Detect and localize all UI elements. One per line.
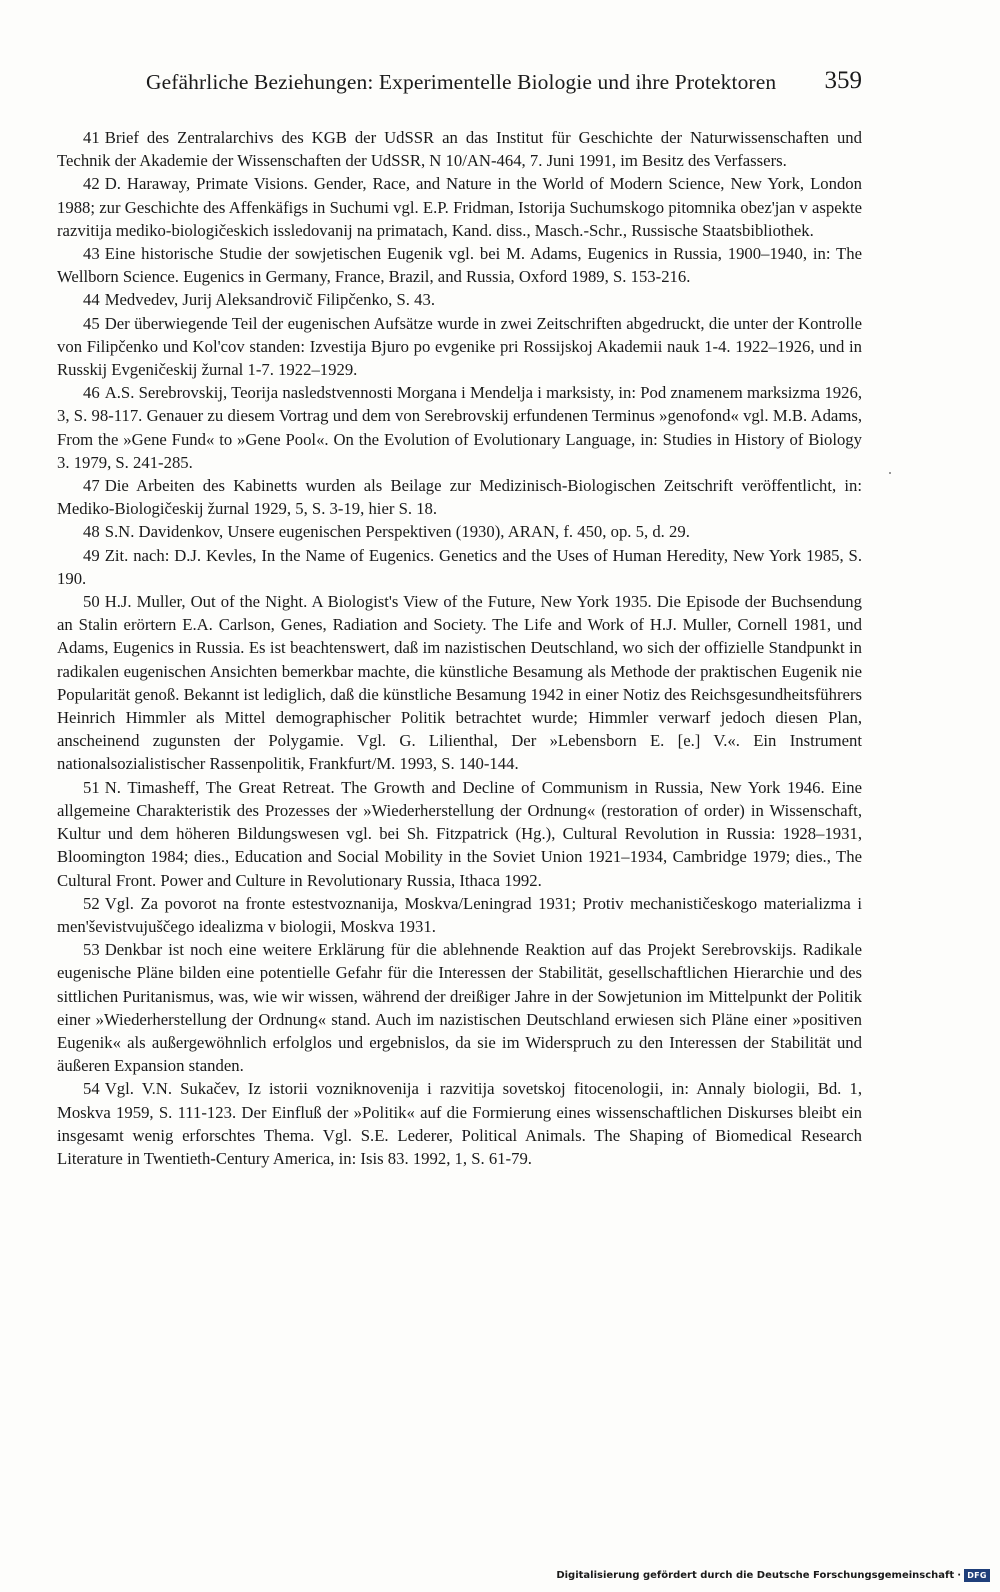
endnote-number: 46 [83,383,100,403]
endnote-41 [57,126,862,172]
footer-separator: · [957,1569,961,1581]
endnote-number: 53 [83,940,100,960]
endnote-number: 51 [83,777,100,797]
endnote-43 [57,242,862,288]
endnote-number: 42 [83,174,100,194]
endnote-number: 43 [83,244,100,264]
endnote-text: H.J. Muller, Out of the Night. A Biologist's View of the Future, New York 1935. Die Episode der Buchsendung an Stalin erörtern E.A. Carlson, Genes, Radiation and Society. The Life and Work of H.J. Muller, Cornell 1981, und Adams, Eugenics in Russia. Es ist beachtenswert, daß im nazistischen Deutschland, wo sich der offizielle Standpunkt in radikalen eugenischen Ansichten bemerkbar machte, die künstliche Besamung als Methode der praktischen Eugenik nie Popularität genoß. Bekannt ist lediglich, daß die künstliche Besamung 1942 in einer Notiz des Reichsgesundheitsführers Heinrich Himmler als Mittel demographischer Politik betrachtet wurde; Himmler verwarf jedoch diesen Plan, anscheinend zugunsten der Polygamie. Vgl. G. Lilienthal, Der »Lebensborn E. [e.] V.«. Ein Instrument nationalsozialistischer Rassenpolitik, Frankfurt/M. 1993, S. 140-144. [57,592,862,774]
endnote-47 [57,474,862,520]
endnote-45 [57,312,862,382]
endnote-46 [57,381,862,474]
scan-speck [889,472,891,474]
endnote-42 [57,172,862,242]
endnote-text: Vgl. V.N. Sukačev, Iz istorii vozniknovenija i razvitija sovetskoj fitocenologii, in: Annaly biologii, Bd. 1, Moskva 1959, S. 111-123. Der Einfluß der »Politik« auf die Formierung eines wissenschaftlichen Diskurses bleibt ein insgesamt wenig erforschtes Thema. Vgl. S.E. Lederer, Political Animals. The Shaping of Biomedical Research Literature in Twentieth-Century America, in: Isis 83. 1992, 1, S. 61-79. [57,1079,862,1168]
digitization-credit: Digitalisierung gefördert durch die Deutsche Forschungsgemeinschaft [556,1569,955,1581]
endnote-text: Vgl. Za povorot na fronte estestvoznanija, Moskva/Leningrad 1931; Protiv mechanističeskogo materializma i men'ševistvujuščego idealizma v biologii, Moskva 1931. [57,893,862,936]
endnote-number: 48 [83,522,100,542]
endnote-52 [57,892,862,938]
endnotes-block [57,126,862,1170]
running-title: Gefährliche Beziehungen: Experimentelle Biologie und ihre Protektoren [146,70,777,94]
endnote-number: 52 [83,893,100,913]
endnote-49 [57,544,862,590]
endnote-text: Eine historische Studie der sowjetischen Eugenik vgl. bei M. Adams, Eugenics in Russia, 1900–1940, in: The Wellborn Science. Eugenics in Germany, France, Brazil, and Russia, Oxford 1989, S. 153-216. [57,244,862,287]
endnote-text: Die Arbeiten des Kabinetts wurden als Beilage zur Medizinisch-Biologischen Zeitschrift veröffentlicht, in: Mediko-Biologičeskij žurnal 1929, 5, S. 3-19, hier S. 18. [57,476,862,519]
endnote-number: 54 [83,1079,100,1099]
endnote-48 [57,520,862,543]
endnote-number: 41 [83,128,100,147]
endnote-text: S.N. Davidenkov, Unsere eugenischen Perspektiven (1930), ARAN, f. 450, op. 5, d. 29. [104,522,690,542]
endnote-number: 47 [83,476,100,496]
endnote-number: 44 [83,290,100,310]
endnote-text: Zit. nach: D.J. Kevles, In the Name of Eugenics. Genetics and the Uses of Human Heredity, New York 1985, S. 190. [57,545,862,588]
endnote-text: D. Haraway, Primate Visions. Gender, Race, and Nature in the World of Modern Science, New York, London 1988; zur Geschichte des Affenkäfigs in Suchumi vgl. E.P. Fridman, Istorija Suchumskogo pitomnika obez'jan v aspekte razvitija mediko-biologičeskich issledovanij na primatach, Kand. diss., Masch.-Schr., Russische Staatsbibliothek. [57,174,862,240]
endnote-text: N. Timasheff, The Great Retreat. The Growth and Decline of Communism in Russia, New York 1946. Eine allgemeine Charakteristik des Prozesses der »Wiederherstellung der Ordnung« (restoration of order) in Wissenschaft, Kultur und dem höheren Bildungswesen vgl. bei Sh. Fitzpatrick (Hg.), Cultural Revolution in Russia: 1928–1931, Bloomington 1984; dies., Education and Social Mobility in the Soviet Union 1921–1934, Cambridge 1979; dies., The Cultural Front. Power and Culture in Revolutionary Russia, Ithaca 1992. [57,777,862,890]
endnote-text: Brief des Zentralarchivs des KGB der UdSSR an das Institut für Geschichte der Naturwissenschaften und Technik der Akademie der Wissenschaften der UdSSR, N 10/AN-464, 7. Juni 1991, im Besitz des Verfassers. [57,128,862,171]
running-head [146,67,862,104]
digitization-footer [556,1566,990,1584]
endnote-text: Denkbar ist noch eine weitere Erklärung für die ablehnende Reaktion auf das Projekt Serebrovskijs. Radikale eugenische Pläne bilden eine potentielle Gefahr für die Interessen der Stabilität, gesellschaftlichen Hierarchie und des sittlichen Puritanismus, was, wie wir wissen, während der dreißiger Jahre in der Sowjetunion im Mittelpunkt der Politik einer »Wiederherstellung der Ordnung« stand. Auch im nazistischen Deutschland erwiesen sich Pläne einer »positiven Eugenik« als außergewöhnlich erfolglos und ergebnislos, da sie im Widerspruch zu den Interessen der Stabilität und äußeren Expansion standen. [57,940,862,1076]
dfg-logo-icon: DFG [964,1569,990,1582]
endnote-54 [57,1077,862,1170]
endnote-53 [57,938,862,1077]
endnote-number: 45 [83,313,100,333]
endnote-text: Der überwiegende Teil der eugenischen Aufsätze wurde in zwei Zeitschriften abgedruckt, die unter der Kontrolle von Filipčenko und Kol'cov standen: Izvestija Bjuro po evgenike pri Rossijskoj Akademii nauk 1-4. 1922–1926, und in Russkij Evgeničeskij žurnal 1-7. 1922–1929. [57,313,862,380]
endnote-44 [57,288,862,311]
endnote-number: 49 [83,545,100,565]
endnote-number: 50 [83,592,100,612]
endnote-text: Medvedev, Jurij Aleksandrovič Filipčenko, S. 43. [104,290,435,310]
endnote-50 [57,590,862,776]
page-number: 359 [824,67,862,94]
endnote-text: A.S. Serebrovskij, Teorija nasledstvennosti Morgana i Mendelja i marksisty, in: Pod znamenem marksizma 1926, 3, S. 98-117. Genauer zu diesem Vortrag und dem von Serebrovskij erfundenen Terminus »genofond« vgl. M.B. Adams, From the »Gene Fund« to »Gene Pool«. On the Evolution of Evolutionary Language, in: Studies in History of Biology 3. 1979, S. 241-285. [57,383,862,472]
endnote-51 [57,776,862,892]
